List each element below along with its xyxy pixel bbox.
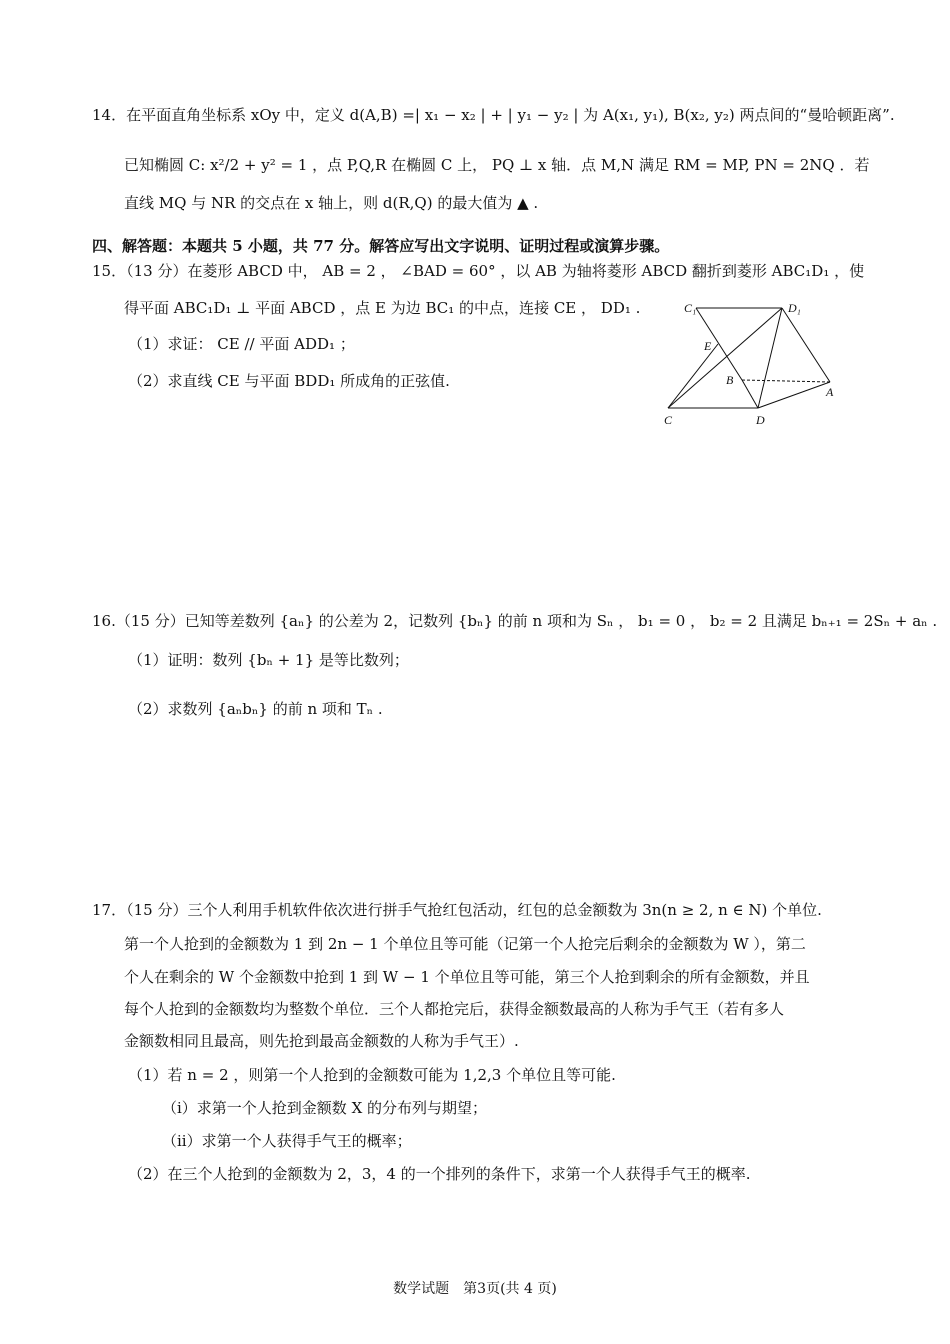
problem-17-line-3: 个人在剩余的 W 个金额数中抢到 1 到 W − 1 个单位且等可能，第三个人抢到剩余的所有金额数，并且 <box>124 968 810 986</box>
problem-14-line-3: 直线 MQ 与 NR 的交点在 x 轴上，则 d(R,Q) 的最大值为 ▲ . <box>124 194 539 212</box>
problem-17-line-2: 第一个人抢到的金额数为 1 到 2n − 1 个单位且等可能（记第一个人抢完后剩余的金额数为 W ），第二 <box>124 935 806 953</box>
problem-15-line-1: 15．（13 分）在菱形 ABCD 中， AB = 2 ， ∠BAD = 60° ，以 AB 为轴将菱形 ABCD 翻折到菱形 ABC₁D₁ ，使 <box>92 262 865 280</box>
edge-c-d1 <box>668 308 782 408</box>
problem-17-line-5: 金额数相同且最高，则先抢到最高金额数的人称为手气王）. <box>124 1032 519 1050</box>
problem-17-line-1: 17．（15 分）三个人利用手机软件依次进行拼手气抢红包活动，红包的总金额数为 3n(n ≥ 2, n ∈ N) 个单位. <box>92 901 822 919</box>
label-c: C <box>664 413 673 427</box>
problem-16-line-1: 16.（15 分）已知等差数列 {aₙ} 的公差为 2，记数列 {bₙ} 的前 n 项和为 Sₙ ， b₁ = 0 ， b₂ = 2 且满足 bₙ₊₁ = 2Sₙ + aₙ . <box>92 612 938 630</box>
problem-17-part-1-i: （i）求第一个人抢到金额数 X 的分布列与期望； <box>162 1099 488 1117</box>
problem-16-part-1: （1）证明：数列 {bₙ + 1} 是等比数列； <box>128 651 409 669</box>
problem-15-part-1: （1）求证： CE // 平面 ADD₁ ； <box>128 335 355 353</box>
edge-d1-d <box>758 308 782 408</box>
problem-14-line-2: 已知椭圆 C: x²/2 + y² = 1 ，点 P,Q,R 在椭圆 C 上， PQ ⊥ x 轴．点 M,N 满足 RM = MP, PN = 2NQ ．若 <box>124 156 870 174</box>
label-b: B <box>726 373 734 387</box>
edge-d-a <box>758 382 830 408</box>
edge-d1-a <box>782 308 830 382</box>
problem-15-line-2: 得平面 ABC₁D₁ ⊥ 平面 ABCD ，点 E 为边 BC₁ 的中点，连接 CE ， DD₁ . <box>124 299 641 317</box>
edge-b-a-hidden <box>742 380 830 382</box>
problem-16-part-2: （2）求数列 {aₙbₙ} 的前 n 项和 Tₙ . <box>128 700 383 718</box>
label-d: D <box>756 413 765 427</box>
label-d1: D₁ <box>788 301 801 315</box>
problem-15-part-2: （2）求直线 CE 与平面 BDD₁ 所成角的正弦值. <box>128 372 450 390</box>
edge-b-d <box>742 380 758 408</box>
rhombus-fold-figure <box>660 298 860 433</box>
problem-17-part-2: （2）在三个人抢到的金额数为 2，3，4 的一个排列的条件下，求第一个人获得手气王的概率. <box>128 1165 751 1183</box>
label-e: E <box>704 339 712 353</box>
problem-17-line-4: 每个人抢到的金额数均为整数个单位．三个人都抢完后，获得金额数最高的人称为手气王（若有多人 <box>124 1000 785 1018</box>
page-footer: 数学试题 第3页(共 4 页) <box>393 1281 557 1297</box>
edge-c1-b <box>696 308 742 380</box>
section-4-heading: 四、解答题：本题共 5 小题，共 77 分。解答应写出文字说明、证明过程或演算步骤。 <box>92 237 670 255</box>
problem-17-part-1: （1）若 n = 2 ，则第一个人抢到的金额数可能为 1,2,3 个单位且等可能. <box>128 1066 616 1084</box>
label-c1: C₁ <box>684 301 697 315</box>
problem-14-line-1: 14．在平面直角坐标系 xOy 中，定义 d(A,B) =| x₁ − x₂ | + | y₁ − y₂ | 为 A(x₁, y₁), B(x₂, y₂) 两点间的“曼哈顿距离”. <box>92 106 895 124</box>
label-a: A <box>826 385 834 399</box>
edge-c-e <box>668 344 718 408</box>
problem-17-part-1-ii: （ii）求第一个人获得手气王的概率； <box>162 1132 412 1150</box>
